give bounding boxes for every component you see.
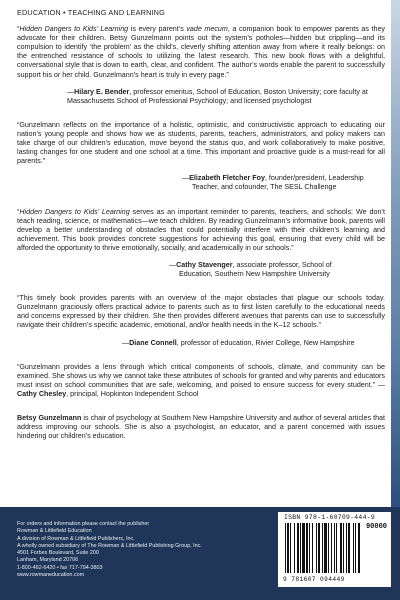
author-name: Cathy Stavenger [176,260,233,269]
author-name: Cathy Chesley [17,389,67,398]
author-name: Diane Connell [129,338,177,347]
publisher-line: Lanham, Maryland 20706 [17,557,79,564]
attribution-line2: Education, Southern New Hampshire University [179,270,330,279]
barcode-number: 9 781607 094449 [283,576,345,583]
book-title: Hidden Dangers to Kids’ Learning [19,207,130,216]
endorsement-5 [17,363,385,399]
publisher-line: For orders and information please contact the publisher [17,521,150,527]
author-credential: , founder/president, Leadership [264,174,364,183]
barcode-label [278,512,391,587]
quote-text: “Gunzelmann reflects on the importance of a holistic, optimistic, and constructivistic approach to educating our nation’s young people and shows how we as students, parents, teachers, administrators, and policy makers can take charge of our children’s education, move beyond the status quo, and work collaboratively to make positive, lasting changes for one student and one school at a time. This important and proactive guide is a must-read for all parents.” [17,120,385,166]
bio-text: is chair of psychology at Southern New Hampshire University and author of several articles that address improving our schools. She is also a psychologist, an educator, and a parent concerned with issues hindering our children’s education. [17,414,386,441]
publisher-line: 4501 Forbes Boulevard, Suite 200 [17,550,99,557]
quote-text: “Hidden Dangers to Kids’ Learning is every parent’s vade mecum, a companion book to empower parents as they advocate for their children. Betsy Gunzelmann points out the system’s potholes—hidden but crippling—and its compulsion to identify ‘the problem’ as the child’s, cleverly shifting attention away from where it really belongs: on the entrenched resistance of schools to utilizing the latest research. This new book flows with a delightful, conversational style that is down to earth, clear, and confident. The author’s words enable the parent to successfully support his or her child. Gunzelmann’s heart is truly in every page.” [17,25,386,79]
price-code: 90000 [365,523,387,531]
quote-text: “Hidden Dangers to Kids’ Learning serves as an important reminder to parents, teachers, and schools: We don’t teach reading, science, or mathematics—we teach children. By reading Gunzelmann’s informative book, parents will develop a better understanding of obstacles that could potentially interfere with their children’s learning and achievement. This book provides concrete suggestions for achieving this goal, ensuring that every child will be afforded the opportunity to thrive emotionally, socially, and academically in our schools.” [17,207,385,252]
quote-text: “Gunzelmann provides a lens through which critical components of schools, climate, and community can be examined. She shows us why we cannot take these attributes of schools for granted and why parents and educators must insist on school communities that are safe, welcoming, and poised to ensure success for every student.” —Cathy Chesley, principal, Hopkinton Independent School [17,362,385,398]
publisher-line: Rowman & Littlefield Education [17,528,92,535]
quote-text: “This timely book provides parents with an overview of the major obstacles that plague our schools today. Gunzelmann graciously offers practical advice to parents such as to first listen carefully to the educational needs and concerns expressed by their children. She then provides different avenues that parents can use to successfully navigate their children’s specific academic, emotional, and/or health needs in the K–12 schools.” [17,294,385,330]
quote-span: “Gunzelmann provides a lens through which critical components of schools, climate, and community can be examined. She shows us why we cannot take these attributes of schools for granted and why parents and educators must insist on school communities that are safe, welcoming, and poised to ensure success for every student.” [17,362,385,389]
cover-content [17,8,385,448]
author-credential: , professor emeritus, School of Education, Boston University; core faculty at Massachusetts School of Professional Psychology; and licensed psychologist [67,87,368,105]
quote-span: , a companion book to empower parents as they advocate for their children. Betsy Gunzelmann points out the system’s potholes—hidden but crippling—and its compulsion to identify ‘the problem’ as the child’s, cleverly shifting attention away from where it really belongs: on the entrenched resistance of schools to utilizing the latest research. This new book flows with a delightful, conversational style that is down to earth, clear, and confident. The author’s words enable the parent to successfully support his or her child. Gunzelmann’s heart is truly in every page.” [17,25,386,79]
book-title: Hidden Dangers to Kids’ Learning [19,25,129,34]
bio-name: Betsy Gunzelmann [17,414,82,422]
author-credential: , professor of education, Rivier College, New Hampshire [176,338,355,347]
endorsement-1 [17,25,385,106]
attribution: —Elizabeth Fletcher Foy, founder/president, Leadership [182,174,364,183]
endorsement-4 [17,294,385,347]
author-name: Hilary E. Bender [74,87,130,96]
publisher-line: A division of Rowman & Littlefield Publishers, Inc. [17,535,135,542]
attribution-line2: Teacher, and cofounder, The SESL Challenge [192,183,337,192]
quote-span: serves as an important reminder to parents, teachers, and schools: We don’t teach reading, science, or mathematics—we teach children. By reading Gunzelmann’s informative book, parents will develop a better understanding of obstacles that could potentially interfere with their children’s learning and achievement. This book provides concrete suggestions for achieving this goal, ensuring that every child will be afforded the opportunity to thrive emotionally, socially, and academically in our schools.” [17,207,385,252]
author-bio [17,414,385,441]
publisher-line: 1-800-462-6420 • fax 717-794-3803 [17,564,103,571]
publisher-line: A wholly owned subsidiary of The Rowman & Littlefield Publishing Group, Inc. [17,542,202,549]
italic-term: vade mecum [186,25,228,34]
attribution: —Diane Connell, professor of education, Rivier College, New Hampshire [122,338,355,347]
author-name: Elizabeth Fletcher Foy [189,174,265,183]
attribution: —Cathy Stavenger, associate professor, School of [169,260,332,269]
author-credential: , principal, Hopkinton Independent School [66,389,199,398]
attribution: —Hilary E. Bender, professor emeritus, School of Education, Boston University; core faculty at Massachusetts School of Professional Psychology; and licensed psychologist [67,87,368,105]
quote-span: is every parent’s [128,25,187,34]
publisher-info [17,521,202,579]
author-credential: , associate professor, School of [232,260,332,269]
endorsement-3 [17,208,385,280]
barcode-icon [283,523,387,575]
endorsement-2 [17,121,385,193]
cover-edge-strip [391,0,400,507]
category-label: EDUCATION • TEACHING AND LEARNING [17,8,165,17]
isbn-text: ISBN 978-1-60709-444-9 [284,514,375,521]
publisher-website[interactable]: www.rowmaneducation.com [17,572,85,579]
